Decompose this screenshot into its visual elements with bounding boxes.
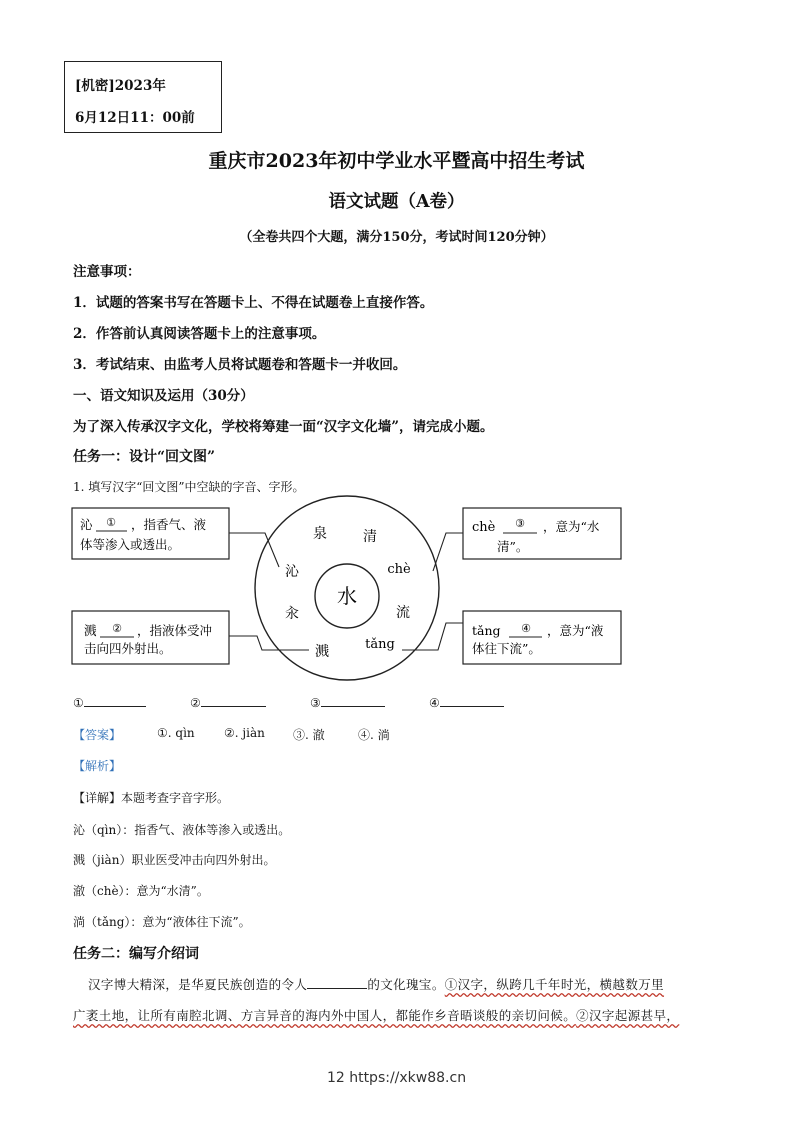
answer-blank-3[interactable]: [310, 694, 385, 710]
box-blank-num: ②: [112, 622, 122, 635]
ring-char: 清: [363, 529, 377, 545]
answer-tag: 【答案】: [73, 728, 122, 742]
exam-subtitle: 语文试题（A卷）: [328, 192, 465, 212]
task2-wavy-text: 广袤土地，让所有南腔北调、方言异音的海内外中国人，都能作乡音晤谈般的亲切问候。: [73, 1008, 577, 1023]
center-char: 水: [337, 584, 357, 608]
task2-text: 的文化瑰宝。: [367, 977, 445, 992]
answer-blank-4[interactable]: [429, 694, 504, 710]
confidential-box: [64, 61, 222, 133]
answer-item: ④. 淌: [358, 728, 390, 742]
question-1: 1. 填写汉字“回文图”中空缺的字音、字形。: [73, 480, 305, 494]
note-item: 2．作答前认真阅读答题卡上的注意事项。: [73, 326, 326, 342]
answer-item: ②. jiàn: [224, 726, 265, 740]
task2-paragraph-line1: [88, 975, 664, 993]
confidential-line1: [机密]2023年: [75, 78, 166, 94]
ring-char: 泉: [313, 526, 327, 542]
blank-num: ②: [190, 696, 201, 710]
task2-text: 汉字博大精深，是华夏民族创造的令人: [88, 977, 308, 992]
ring-char: tǎng: [365, 637, 395, 652]
ring-char: chè: [387, 562, 411, 577]
box-text: 体等渗入或透出。: [80, 537, 181, 552]
box-prefix: chè: [472, 520, 496, 535]
box-blank-num: ①: [106, 516, 116, 529]
box-text: ，指香气、液: [131, 517, 207, 532]
analysis-line: 沁（qìn）：指香气、液体等渗入或透出。: [73, 823, 291, 837]
task2-heading: 任务二：编写介绍词: [73, 946, 199, 962]
analysis-tag: 【解析】: [73, 759, 122, 773]
page-footer: 12 https://xkw88.cn: [326, 1070, 467, 1086]
task2-wavy-text: ①汉字，纵跨几千年时光，横越数万里: [444, 977, 665, 992]
note-item: 3．考试结束、由监考人员将试题卷和答题卡一并收回。: [73, 357, 407, 373]
box-blank-num: ④: [521, 622, 531, 635]
box-text: ，意为“水: [543, 519, 600, 534]
ring-char: 沁: [285, 564, 299, 580]
confidential-line2: 6月12日11：00前: [75, 110, 195, 126]
analysis-line: 淌（tǎng）：意为“液体往下流”。: [73, 915, 251, 929]
analysis-detail: 【详解】本题考查字音字形。: [73, 791, 230, 805]
box-prefix: tǎng: [472, 623, 501, 638]
answer-item: ①. qìn: [157, 726, 195, 740]
box-text: ，指液体受冲: [137, 623, 213, 638]
task2-blank[interactable]: [307, 976, 367, 989]
box-prefix: 溅: [84, 623, 97, 638]
answer-blank-1[interactable]: [73, 694, 146, 710]
exam-title: 重庆市2023年初中学业水平暨高中招生考试: [208, 150, 585, 172]
analysis-line: 溅（jiàn）职业医受冲击向四外射出。: [73, 853, 276, 867]
section1-intro: 为了深入传承汉字文化，学校将筹建一面“汉字文化墙”，请完成小题。: [73, 419, 494, 435]
box-text: 体往下流”。: [472, 641, 541, 656]
box-blank-num: ③: [515, 517, 525, 530]
box-text: ，意为“液: [547, 623, 604, 638]
blank-num: ①: [73, 696, 84, 710]
box-text: 击向四外射出。: [84, 641, 172, 656]
ring-char: 溅: [315, 644, 329, 660]
note-item: 1．试题的答案书写在答题卡上、不得在试题卷上直接作答。: [73, 295, 434, 311]
ring-char: 流: [396, 605, 410, 621]
blank-num: ④: [429, 696, 440, 710]
notes-heading: 注意事项：: [73, 264, 141, 280]
answer-item: ③. 澈: [293, 728, 325, 742]
task1-heading: 任务一：设计“回文图”: [73, 449, 216, 465]
answer-blank-2[interactable]: [190, 694, 266, 710]
box-prefix: 沁: [80, 517, 93, 532]
task2-paragraph-line2: [73, 1006, 679, 1024]
huiwen-diagram: [0, 495, 793, 685]
ring-char: 汆: [285, 606, 299, 622]
box-text: 清”。: [497, 539, 529, 554]
task2-wavy-text: ②汉字起源甚早，: [576, 1008, 680, 1023]
analysis-line: 澈（chè）：意为“水清”。: [73, 884, 209, 898]
exam-info: （全卷共四个大题，满分150分，考试时间120分钟）: [239, 230, 554, 245]
section1-heading: 一、语文知识及运用（30分）: [73, 388, 254, 404]
blank-num: ③: [310, 696, 321, 710]
